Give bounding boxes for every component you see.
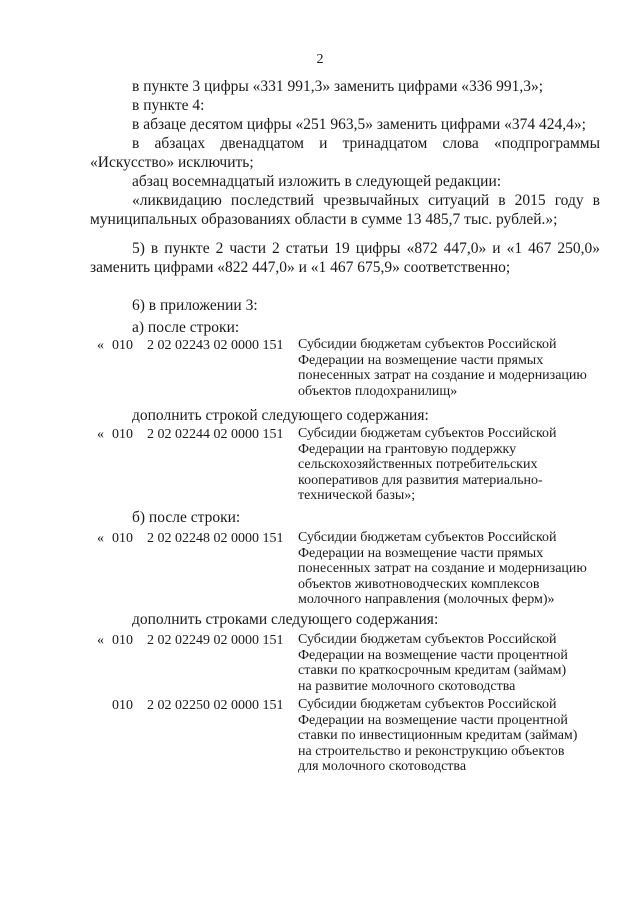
paragraph-new-wording-line1: «ликвидацию последствий чрезвычайных ситуаций в 2015 году в — [132, 192, 600, 209]
row-quote-mark: « — [97, 531, 104, 546]
row-description-line: понесенных затрат на создание и модернизацию — [298, 561, 587, 577]
row-description-line: молочного направления (молочных ферм)» — [298, 592, 555, 608]
row-quote-mark: « — [97, 338, 104, 353]
row-admin-code: 010 — [112, 338, 133, 353]
paragraph-item-4-heading: в пункте 4: — [132, 97, 205, 114]
row-description-line: Субсидии бюджетам субъектов Российской — [298, 530, 557, 545]
paragraph-add-row: дополнить строкой следующего содержания: — [132, 407, 429, 424]
row-description — [298, 697, 578, 775]
row-admin-code: 010 — [112, 427, 133, 442]
row-description — [298, 337, 587, 399]
row-description-line: объектов плодохранилищ» — [298, 383, 458, 399]
row-description — [298, 530, 587, 608]
row-budget-code: 2 02 02249 02 0000 151 — [147, 633, 284, 648]
row-description-line: ставки по инвестиционным кредитам (займам) — [298, 728, 578, 744]
paragraph-item-5-line1: 5) в пункте 2 части 2 статьи 19 цифры «872 447,0» и «1 467 250,0» — [132, 240, 600, 257]
row-description-line: Федерации на возмещение части процентной — [298, 712, 568, 728]
row-description — [298, 426, 557, 504]
row-budget-code: 2 02 02244 02 0000 151 — [147, 427, 284, 442]
paragraph-new-wording-line2: муниципальных образованиях области в сумме 13 485,7 тыс. рублей.»; — [90, 211, 558, 228]
paragraph-abzac-12-13-line1: в абзацах двенадцатом и тринадцатом слова «подпрограммы — [132, 135, 600, 152]
row-description-line: для молочного скотоводства — [298, 759, 467, 775]
row-budget-code: 2 02 02248 02 0000 151 — [147, 531, 284, 546]
row-description-line: на строительство и реконструкцию объектов — [298, 743, 565, 759]
paragraph-item-3: в пункте 3 цифры «331 991,3» заменить цифрами «336 991,3»; — [132, 78, 544, 95]
row-description-line: на развитие молочного скотоводства — [298, 678, 516, 694]
paragraph-abzac-10: в абзаце десятом цифры «251 963,5» заменить цифрами «374 424,4»; — [132, 116, 586, 133]
row-admin-code: 010 — [112, 531, 133, 546]
row-description-line: понесенных затрат на создание и модернизацию — [298, 368, 587, 384]
page-number: 2 — [316, 52, 324, 67]
row-description-line: Федерации на возмещение части прямых — [298, 545, 544, 561]
paragraph-abzac-18: абзац восемнадцатый изложить в следующей редакции: — [132, 173, 502, 190]
row-budget-code: 2 02 02243 02 0000 151 — [147, 338, 284, 353]
row-description-line: сельскохозяйственных потребительских — [298, 457, 538, 473]
paragraph-item-5-line2: заменить цифрами «822 447,0» и «1 467 675,9» соответственно; — [90, 259, 511, 276]
row-description-line: кооперативов для развития материально- — [298, 472, 543, 488]
row-admin-code: 010 — [112, 633, 133, 648]
row-description-line: технической базы»; — [298, 488, 416, 504]
row-description — [298, 632, 568, 694]
paragraph-add-rows: дополнить строками следующего содержания: — [132, 611, 439, 628]
row-description-line: Субсидии бюджетам субъектов Российской — [298, 426, 557, 441]
row-description-line: Субсидии бюджетам субъектов Российской — [298, 632, 557, 647]
paragraph-item-6: 6) в приложении 3: — [132, 297, 258, 314]
paragraph-subitem-a: а) после строки: — [132, 319, 240, 336]
paragraph-subitem-b: б) после строки: — [132, 509, 241, 526]
row-description-line: Субсидии бюджетам субъектов Российской — [298, 337, 557, 352]
row-description-line: ставки по краткосрочным кредитам (займам) — [298, 663, 567, 679]
row-description-line: объектов животноводческих комплексов — [298, 576, 540, 592]
row-description-line: Федерации на грантовую поддержку — [298, 441, 517, 457]
paragraph-abzac-12-13-line2: «Искусство» исключить; — [90, 154, 254, 171]
row-quote-mark: « — [97, 633, 104, 648]
row-admin-code: 010 — [112, 698, 133, 713]
row-description-line: Федерации на возмещение части прямых — [298, 352, 544, 368]
row-budget-code: 2 02 02250 02 0000 151 — [147, 698, 284, 713]
row-quote-mark: « — [97, 427, 104, 442]
row-description-line: Субсидии бюджетам субъектов Российской — [298, 697, 557, 712]
row-description-line: Федерации на возмещение части процентной — [298, 647, 568, 663]
